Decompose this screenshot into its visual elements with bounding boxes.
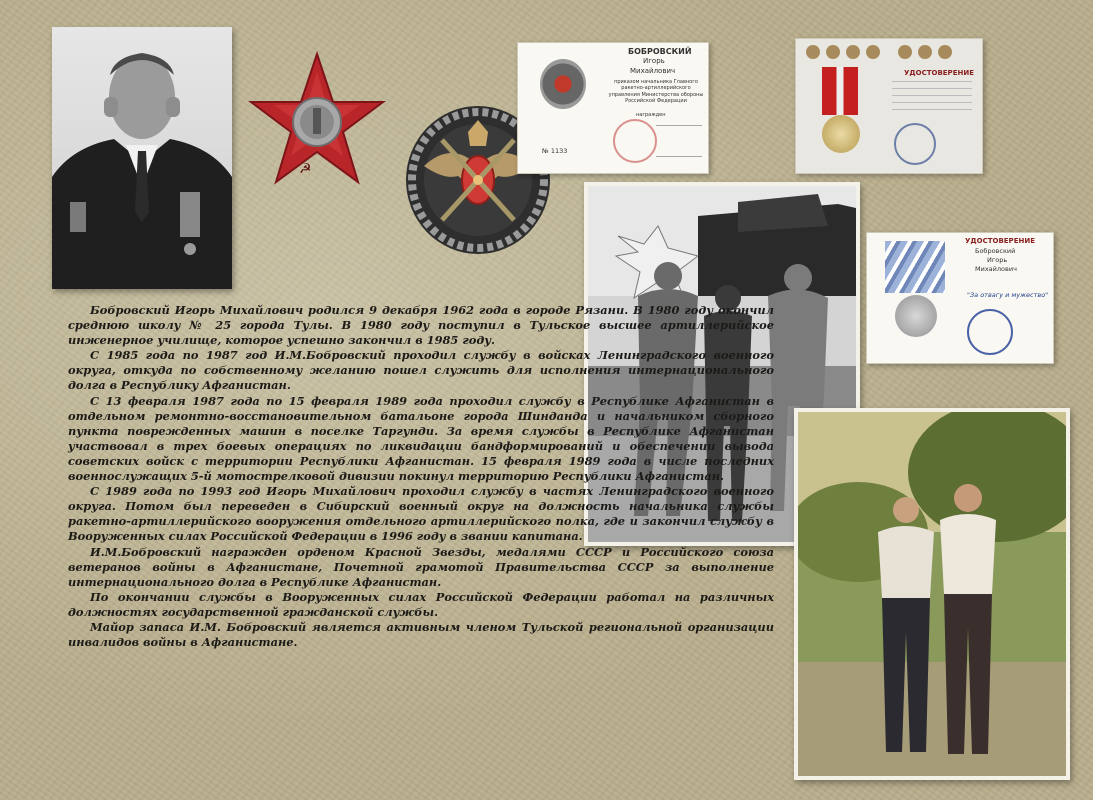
- bio-paragraph: Бобровский Игорь Михайлович родился 9 декабря 1962 года в городе Рязани. В 1980 году окончил среднюю школу № 25 города Тулы. В 1980 году поступил в Тульское высшее артиллерийское инженерное училище, которое успешно закончил в 1985 году.: [68, 303, 774, 348]
- cert1-awarded: награжден: [636, 112, 666, 118]
- bio-paragraph: С 1989 года по 1993 год Игорь Михайлович проходил службу в частях Ленинградского военного округа. Потом был переведен в Сибирский военный округ на должность начальника службы ракетно-артиллерийского вооружения отдельного артиллерийского полка, где и закончил службу в Вооруженных силах Российской Федерации в 1996 году в звании капитана.: [68, 484, 774, 544]
- bio-paragraph: И.М.Бобровский награжден орденом Красной Звезды, медалями СССР и Российского союза ветеранов войны в Афганистане, Почетной грамотой Правительства СССР за выполнение интернационального долга в Республике Афганистан.: [68, 544, 774, 589]
- cert1-patronymic: Михайлович: [630, 67, 676, 75]
- award-certificate-3: [866, 232, 1054, 364]
- cert1-surname: БОБРОВСКИЙ: [628, 47, 692, 56]
- cert2-seal: [894, 123, 936, 165]
- award-certificate-2: [795, 38, 983, 174]
- cert3-seal: [967, 309, 1013, 355]
- cert2-heading: УДОСТОВЕРЕНИЕ: [904, 69, 974, 77]
- medal-disc-silver: [895, 295, 937, 337]
- cert1-signature-lines: [656, 125, 702, 157]
- bio-paragraph: Майор запаса И.М. Бобровский является активным членом Тульской региональной организации инвалидов войны в Афганистане.: [68, 619, 774, 650]
- cert3-medal-name: "За отвагу и мужество": [967, 291, 1049, 299]
- cert3-patronymic: Михайлович: [975, 265, 1017, 273]
- bio-paragraph: С 13 февраля 1987 года по 15 февраля 1989 года проходил службу в Республике Афганистан в отдельном ремонтно-восстановительном батальоне города Шинданда и начальником сборного пункта поврежденных машин в поселке Таргунди. За время службы в Республике Афганистан участвовал в трех боевых операциях по ликвидации бандформирований и обеспечении вывода советских войск с территории Республики Афганистан. 15 февраля 1989 года в числе последних военнослужащих 5-й мотострелковой дивизии покинул территорию Республики Афганистан.: [68, 393, 774, 484]
- svg-text:☭: ☭: [299, 161, 312, 177]
- award-certificate-1: [517, 42, 709, 174]
- portrait-figure: [52, 27, 232, 289]
- cert1-number: № 1133: [542, 147, 568, 155]
- cert3-name: Игорь: [987, 256, 1008, 264]
- badge-thumbnail: [540, 59, 586, 109]
- cert3-surname: Бобровский: [975, 247, 1016, 255]
- cert1-name: Игорь: [643, 57, 665, 65]
- cert1-order-text: приказом начальника Главного ракетно-артиллерийского управления Министерства обороны Российской Федерации: [608, 79, 704, 105]
- cert3-heading: УДОСТОВЕРЕНИЕ: [965, 237, 1035, 245]
- portrait-strip: [806, 45, 974, 59]
- cert2-lines: [892, 81, 972, 115]
- red-ribbon: [822, 67, 858, 115]
- bio-paragraph: С 1985 года по 1987 год И.М.Бобровский проходил службу в войсках Ленинградского военного округа, откуда по собственному желанию пошел служить для исполнения интернационального долга в Республику Афганистан.: [68, 348, 774, 393]
- bio-paragraph: По окончании службы в Вооруженных силах Российской Федерации работал на различных должностях государственной гражданской службы.: [68, 589, 774, 619]
- blue-ribbon: [885, 241, 945, 293]
- cert1-seal: [613, 119, 657, 163]
- red-star-order-image: [247, 50, 387, 190]
- color-photo-two-men: [794, 408, 1070, 780]
- portrait-photo: [52, 27, 232, 289]
- biography-text: [68, 303, 774, 650]
- medal-disc: [822, 115, 860, 153]
